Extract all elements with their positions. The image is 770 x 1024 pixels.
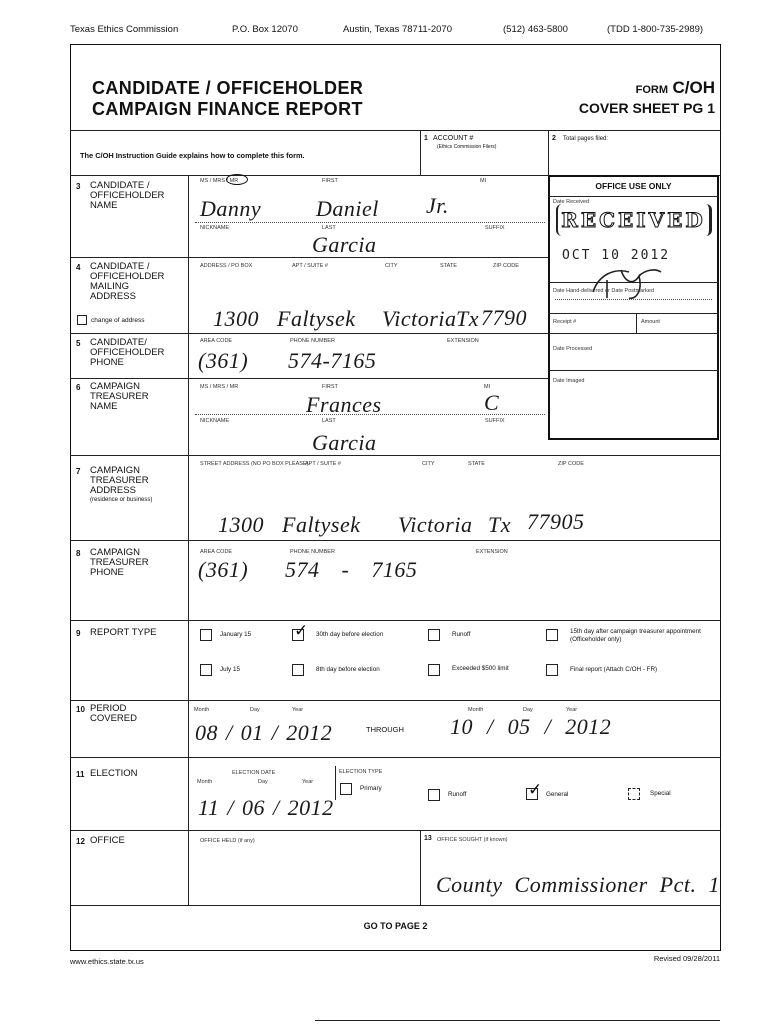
street-label: STREET ADDRESS (NO PO BOX PLEASE) bbox=[200, 461, 309, 467]
election-type-checkbox-runoff bbox=[428, 789, 440, 801]
section-number: 6 bbox=[76, 383, 81, 392]
zip-label: ZIP CODE bbox=[558, 461, 584, 467]
go-to-page-label: GO TO PAGE 2 bbox=[363, 921, 428, 931]
apt-label: APT / SUITE # bbox=[305, 461, 341, 467]
divider bbox=[70, 378, 548, 379]
month-label: Month bbox=[194, 707, 210, 713]
form-code bbox=[636, 78, 715, 98]
salutation-circle bbox=[226, 174, 248, 185]
divider bbox=[70, 905, 721, 906]
date-received-label: Date Received bbox=[553, 199, 590, 205]
received-stamp bbox=[556, 204, 712, 236]
divider bbox=[548, 313, 719, 314]
section-number: 5 bbox=[76, 339, 81, 348]
treasurer-street-value: 1300 Faltysek bbox=[218, 512, 361, 537]
section-label-candidate-name: CANDIDATE / OFFICEHOLDER NAME bbox=[90, 180, 165, 211]
section-label-mailing-address: CANDIDATE / OFFICEHOLDER MAILING ADDRESS bbox=[90, 261, 165, 302]
report-type-label-exceeded-500: Exceeded $500 limit bbox=[452, 665, 509, 672]
name-line bbox=[195, 414, 545, 415]
report-type-checkbox-july-15 bbox=[200, 664, 212, 676]
election-type-label-primary: Primary bbox=[360, 785, 382, 792]
year-label: Year bbox=[302, 779, 314, 785]
office-use-title: OFFICE USE ONLY bbox=[595, 181, 672, 191]
section-number: 10 bbox=[76, 705, 85, 714]
candidate-zip-value: 7790 bbox=[481, 305, 527, 330]
report-type-checkbox-30th-day bbox=[292, 629, 304, 641]
candidate-last-value: Garcia bbox=[312, 232, 377, 257]
total-pages-label: Total pages filed: bbox=[563, 136, 609, 142]
first-label: FIRST bbox=[322, 384, 338, 390]
city-label: CITY bbox=[422, 461, 435, 467]
divider bbox=[548, 130, 549, 175]
divider bbox=[70, 700, 721, 701]
phone-number-label: PHONE NUMBER bbox=[290, 338, 335, 344]
page-bottom-rule bbox=[315, 1020, 720, 1021]
report-type-label-15th-day: 15th day after campaign treasurer appointment (Officeholder only) bbox=[570, 628, 701, 643]
date-processed-label: Date Processed bbox=[553, 346, 593, 352]
election-type-label: ELECTION TYPE bbox=[339, 769, 383, 775]
candidate-state-value: Tx bbox=[456, 306, 479, 331]
divider bbox=[70, 333, 548, 334]
candidate-first-value: Daniel bbox=[316, 196, 379, 221]
area-code-label: AREA CODE bbox=[200, 549, 233, 555]
postmark-line bbox=[555, 299, 712, 300]
date-imaged-label: Date Imaged bbox=[553, 378, 585, 384]
election-date-label: ELECTION DATE bbox=[232, 770, 276, 776]
form-title-line1: CANDIDATE / OFFICEHOLDER bbox=[92, 78, 364, 98]
report-type-label-runoff: Runoff bbox=[452, 631, 471, 638]
report-type-checkbox-15th-day bbox=[546, 629, 558, 641]
treasurer-zip-value: 77905 bbox=[527, 509, 585, 534]
report-type-checkbox-8th-day bbox=[292, 664, 304, 676]
report-type-checkbox-january-15 bbox=[200, 629, 212, 641]
nickname-label: NICKNAME bbox=[200, 225, 230, 231]
state-label: STATE bbox=[468, 461, 485, 467]
first-label: FIRST bbox=[322, 178, 338, 184]
agency-name: Texas Ethics Commission bbox=[70, 24, 179, 35]
website-text: www.ethics.state.tx.us bbox=[70, 957, 144, 966]
report-type-checkbox-final-report bbox=[546, 664, 558, 676]
candidate-nickname-value: Danny bbox=[200, 196, 262, 221]
agency-phone: (512) 463-5800 bbox=[503, 24, 568, 35]
amount-label: Amount bbox=[641, 319, 660, 325]
divider bbox=[636, 313, 637, 333]
agency-city: Austin, Texas 78711-2070 bbox=[343, 24, 452, 35]
divider bbox=[548, 333, 719, 334]
section-label-candidate-phone: CANDIDATE/ OFFICEHOLDER PHONE bbox=[90, 337, 165, 368]
section-label-treasurer-name: CAMPAIGN TREASURER NAME bbox=[90, 381, 149, 412]
agency-tdd: (TDD 1-800-735-2989) bbox=[607, 24, 704, 35]
divider bbox=[70, 620, 721, 621]
candidate-city-value: Victoria bbox=[382, 306, 457, 331]
change-of-address-checkbox bbox=[77, 315, 87, 325]
office-held-label: OFFICE HELD (if any) bbox=[200, 838, 255, 844]
received-stamp-date: OCT 10 2012 bbox=[562, 248, 671, 263]
divider bbox=[70, 757, 721, 758]
report-type-label-july-15: July 15 bbox=[220, 666, 240, 673]
divider bbox=[420, 830, 421, 905]
divider bbox=[70, 257, 548, 258]
total-pages-index: 2 bbox=[552, 135, 556, 142]
po-box: P.O. Box 12070 bbox=[232, 24, 298, 35]
received-stamp-text: RECEIVED bbox=[561, 208, 706, 232]
form-word: FORM bbox=[635, 84, 669, 96]
divider bbox=[70, 830, 721, 831]
zip-label: ZIP CODE bbox=[493, 263, 519, 269]
election-type-checkbox-special bbox=[628, 788, 640, 800]
section-label-treasurer-address: CAMPAIGN TREASURER ADDRESS bbox=[90, 465, 149, 496]
report-type-label-8th-day: 8th day before election bbox=[316, 666, 380, 673]
report-type-label-january-15: January 15 bbox=[220, 631, 252, 638]
extension-label: EXTENSION bbox=[447, 338, 479, 344]
section-label-treasurer-phone: CAMPAIGN TREASURER PHONE bbox=[90, 547, 149, 578]
last-label: LAST bbox=[322, 418, 336, 424]
candidate-suffix-value: Jr. bbox=[426, 193, 449, 218]
year-label: Year bbox=[566, 707, 578, 713]
day-label: Day bbox=[523, 707, 533, 713]
period-to-value: 10 / 05 / 2012 bbox=[450, 714, 612, 739]
office-sought-label: OFFICE SOUGHT (if known) bbox=[437, 837, 508, 843]
treasurer-first-value: Frances bbox=[306, 392, 382, 417]
extension-label: EXTENSION bbox=[476, 549, 508, 555]
treasurer-last-value: Garcia bbox=[312, 430, 377, 455]
section-number: 4 bbox=[76, 263, 81, 272]
day-label: Day bbox=[258, 779, 268, 785]
section-number: 9 bbox=[76, 629, 81, 638]
candidate-phone-value: 574-7165 bbox=[288, 348, 377, 373]
area-code-label: AREA CODE bbox=[200, 338, 233, 344]
account-number-index: 1 bbox=[424, 135, 428, 142]
section-label-report-type: REPORT TYPE bbox=[90, 627, 157, 638]
receipt-label: Receipt # bbox=[553, 319, 577, 325]
phone-number-label: PHONE NUMBER bbox=[290, 549, 335, 555]
month-label: Month bbox=[468, 707, 484, 713]
suffix-label: SUFFIX bbox=[485, 225, 505, 231]
divider bbox=[420, 130, 421, 175]
section-number: 12 bbox=[76, 837, 85, 846]
election-type-checkbox-primary bbox=[340, 783, 352, 795]
report-type-label-30th-day: 30th day before election bbox=[316, 631, 384, 638]
salutation-label: MS / MRS / MR bbox=[200, 178, 239, 184]
state-label: STATE bbox=[440, 263, 457, 269]
divider bbox=[70, 455, 721, 456]
section-label-election: ELECTION bbox=[90, 768, 138, 779]
account-label: ACCOUNT # bbox=[433, 135, 474, 142]
election-date-value: 11 / 06 / 2012 bbox=[198, 795, 334, 820]
treasurer-phone-value: 574 - 7165 bbox=[285, 557, 418, 582]
divider bbox=[70, 540, 721, 541]
section-number: 8 bbox=[76, 549, 81, 558]
revised-date: Revised 09/28/2011 bbox=[653, 954, 720, 963]
salutation-label: MS / MRS / MR bbox=[200, 384, 239, 390]
instructions-text: The C/OH Instruction Guide explains how to complete this form. bbox=[80, 151, 305, 160]
section-label-office: OFFICE bbox=[90, 835, 125, 846]
form-title-line2: CAMPAIGN FINANCE REPORT bbox=[92, 99, 363, 119]
form-code-value: C/OH bbox=[672, 78, 715, 97]
section-label-period-covered: PERIOD COVERED bbox=[90, 703, 137, 724]
period-from-value: 08 / 01 / 2012 bbox=[195, 720, 333, 745]
section-number: 11 bbox=[76, 770, 85, 779]
election-type-label-special: Special bbox=[650, 790, 671, 797]
report-type-checkbox-runoff bbox=[428, 629, 440, 641]
section-sublabel: (residence or business) bbox=[90, 497, 153, 503]
candidate-street-value: 1300 Faltysek bbox=[213, 306, 356, 331]
treasurer-state-value: Tx bbox=[488, 512, 511, 537]
candidate-area-code-value: (361) bbox=[198, 348, 249, 373]
section-number: 3 bbox=[76, 182, 81, 191]
divider bbox=[335, 766, 336, 800]
date-postmarked-label: Date Hand-delivered or Date Postmarked bbox=[553, 288, 654, 294]
suffix-label: SUFFIX bbox=[485, 418, 505, 424]
last-label: LAST bbox=[322, 225, 336, 231]
election-type-label-general: General bbox=[546, 791, 569, 798]
treasurer-mi-value: C bbox=[484, 390, 500, 415]
through-label: THROUGH bbox=[366, 725, 404, 734]
report-type-label-final-report: Final report (Attach C/OH - FR) bbox=[570, 666, 658, 673]
nickname-label: NICKNAME bbox=[200, 418, 230, 424]
divider bbox=[70, 130, 721, 131]
mi-label: MI bbox=[484, 384, 491, 390]
mi-label: MI bbox=[480, 178, 487, 184]
change-of-address-label: change of address bbox=[91, 317, 145, 324]
section-number: 7 bbox=[76, 467, 81, 476]
treasurer-area-code-value: (361) bbox=[198, 557, 249, 582]
cover-sheet-label: COVER SHEET PG 1 bbox=[578, 100, 715, 116]
account-note: (Ethics Commission Filers) bbox=[437, 144, 497, 150]
report-type-checkbox-exceeded-500 bbox=[428, 664, 440, 676]
election-type-checkbox-general bbox=[526, 788, 538, 800]
day-label: Day bbox=[250, 707, 260, 713]
apt-label: APT / SUITE # bbox=[292, 263, 328, 269]
treasurer-city-value: Victoria bbox=[398, 512, 473, 537]
election-type-label-runoff: Runoff bbox=[448, 791, 467, 798]
address-label: ADDRESS / PO BOX bbox=[200, 263, 253, 269]
month-label: Month bbox=[197, 779, 213, 785]
initials-signature bbox=[585, 262, 665, 302]
office-sought-value: County Commissioner Pct. 1 bbox=[436, 872, 720, 897]
divider bbox=[548, 370, 719, 371]
year-label: Year bbox=[292, 707, 304, 713]
name-line bbox=[195, 222, 545, 223]
section-number: 13 bbox=[424, 835, 432, 842]
divider bbox=[548, 196, 719, 197]
city-label: CITY bbox=[385, 263, 398, 269]
